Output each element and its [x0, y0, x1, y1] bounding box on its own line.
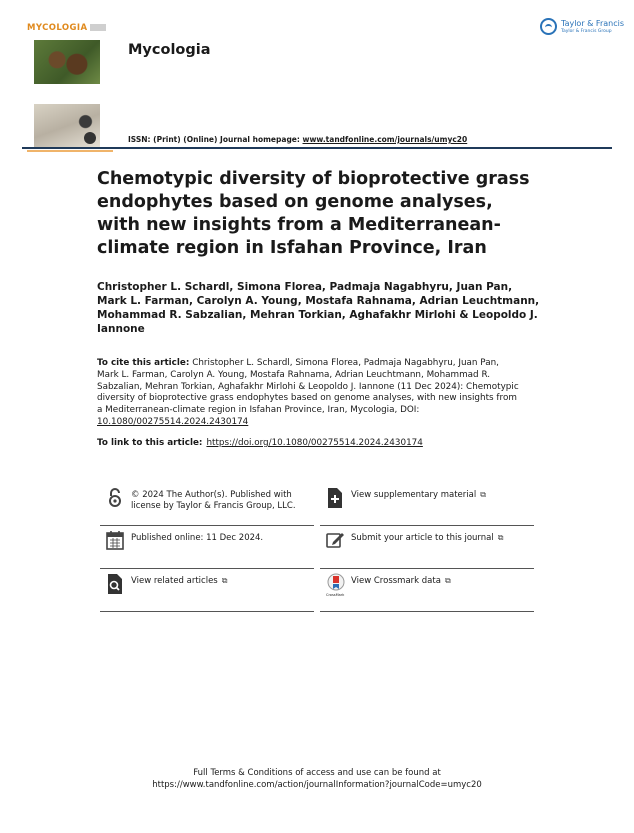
external-link-icon: ⧉: [480, 490, 486, 499]
article-link-line: [97, 438, 423, 448]
license-text: © 2024 The Author(s). Published with license by Taylor & Francis Group, LLC.: [131, 490, 296, 511]
cover-publisher-mark: [90, 24, 106, 31]
submit-cell[interactable]: [320, 526, 534, 569]
cite-label: To cite this article:: [97, 358, 190, 368]
cover-accent-line: [27, 150, 113, 152]
cite-text: Christopher L. Schardl, Simona Florea, Padmaja Nagabhyru, Juan Pan, Mark L. Farman, Carolyn A. Young, Mostafa Rahnama, Adrian Leuchtmann, Mohammad R. Sabzalian, Mehran Torkian, Aghafakhr Mirlohi & Leopoldo J. Iannone (11 Dec 2024): Chemotypic diversity of bioprotective grass endophytes based on genome analyses, with new insights from a Mediterranean-climate region in Isfahan Province, Iran, Mycologia, DOI:: [97, 358, 519, 416]
terms-footer: [0, 768, 634, 791]
article-title: Chemotypic diversity of bioprotective grass endophytes based on genome analyses, with new insights from a Mediterranean-climate region in Isfahan Province, Iran: [97, 169, 530, 258]
crossmark-cell[interactable]: [320, 569, 534, 612]
crossmark-badge-label: CrossMark: [326, 593, 345, 597]
crossmark-icon: [326, 573, 345, 597]
issn-line: [128, 135, 467, 144]
edit-icon: [326, 530, 344, 550]
crossmark-link[interactable]: [351, 576, 531, 587]
crossmark-label: View Crossmark data: [351, 576, 441, 586]
supplementary-label: View supplementary material: [351, 490, 477, 500]
supplementary-cell[interactable]: [320, 483, 534, 526]
search-document-icon: [106, 573, 124, 593]
submit-link[interactable]: [351, 533, 531, 544]
cover-photo-mushrooms: [34, 40, 100, 84]
author-list: Christopher L. Schardl, Simona Florea, Padmaja Nagabhyru, Juan Pan, Mark L. Farman, Carolyn A. Young, Mostafa Rahnama, Adrian Leuchtmann, Mohammad R. Sabzalian, Mehran Torkian, Aghafakhr Mirlohi & Leopoldo J. Iannone: [97, 281, 540, 335]
cover-brand: MYCOLOGIA: [27, 23, 88, 33]
journal-title: Mycologia: [128, 42, 211, 58]
taylor-francis-logo-icon: [540, 18, 557, 35]
supplementary-link[interactable]: [351, 490, 531, 501]
journal-homepage-link[interactable]: www.tandfonline.com/journals/umyc20: [302, 135, 468, 144]
related-label: View related articles: [131, 576, 218, 586]
submit-label: Submit your article to this journal: [351, 533, 494, 543]
external-link-icon: ⧉: [221, 576, 228, 585]
cite-doi-link[interactable]: 10.1080/00275514.2024.2430174: [97, 416, 249, 427]
add-document-icon: [326, 487, 344, 507]
article-doi-url[interactable]: https://doi.org/10.1080/00275514.2024.2430174: [206, 438, 423, 448]
citation-block: [97, 358, 522, 429]
external-link-icon: ⧉: [444, 576, 451, 585]
published-cell: [100, 526, 314, 569]
header-divider: [22, 147, 612, 149]
license-cell: [100, 483, 314, 526]
publisher-logo-name: Taylor & Francis: [561, 19, 624, 28]
terms-url[interactable]: https://www.tandfonline.com/action/journalInformation?journalCode=umyc20: [152, 779, 482, 790]
link-label: To link to this article:: [97, 438, 203, 448]
calendar-icon: [106, 530, 124, 550]
related-link[interactable]: [131, 576, 311, 587]
cover-photo-fungus: [34, 104, 100, 148]
related-cell[interactable]: [100, 569, 314, 612]
open-access-icon: [106, 487, 124, 507]
external-link-icon: ⧉: [497, 533, 504, 542]
published-date: Published online: 11 Dec 2024.: [131, 533, 264, 543]
terms-line: Full Terms & Conditions of access and use can be found at: [193, 768, 441, 778]
issn-text: ISSN: (Print) (Online) Journal homepage:: [128, 135, 303, 144]
journal-cover-image: [27, 20, 113, 134]
publisher-logo: [540, 18, 624, 38]
publisher-logo-sub: Taylor & Francis Group: [561, 29, 612, 34]
